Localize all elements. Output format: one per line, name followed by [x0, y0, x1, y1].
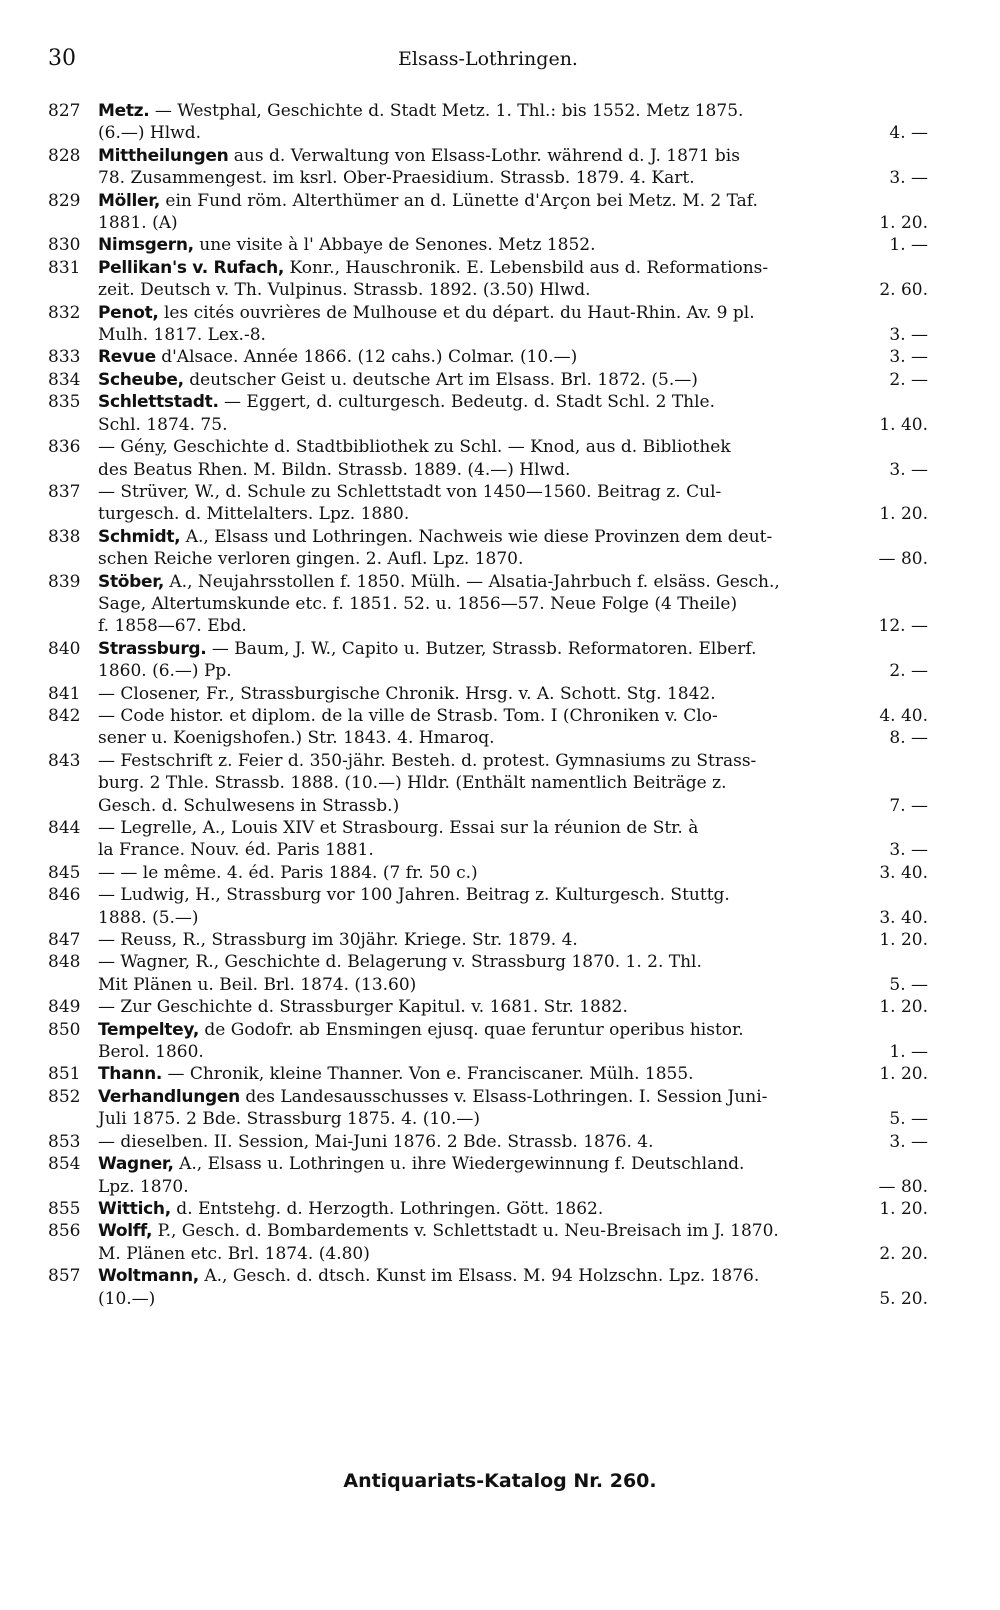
entry-line — [98, 459, 928, 481]
entry-line — [98, 302, 928, 324]
entry-price: 1. 20. — [879, 997, 928, 1018]
entry-text: zeit. Deutsch v. Th. Vulpinus. Strassb. 1892. (3.50) Hlwd. — [98, 280, 591, 301]
entry-number: 852 — [48, 1086, 81, 1107]
catalog-entry — [48, 750, 928, 817]
entry-heading: Revue — [98, 347, 156, 368]
catalog-entry — [48, 1063, 928, 1085]
entry-number: 831 — [48, 257, 81, 278]
entry-line — [98, 436, 928, 458]
page-header — [48, 46, 928, 82]
entry-text: — Festschrift z. Feier d. 350-jähr. Besteh. d. protest. Gymnasiums zu Strass- — [98, 750, 757, 771]
entry-line — [98, 212, 928, 234]
entry-line — [98, 1086, 928, 1108]
catalog-entry — [48, 951, 928, 996]
entry-line — [98, 1063, 928, 1085]
entry-text: A., Elsass und Lothringen. Nachweis wie diese Provinzen dem deut- — [180, 526, 773, 547]
running-title: Elsass-Lothringen. — [398, 48, 578, 70]
entry-number: 840 — [48, 638, 81, 659]
entry-text: — Reuss, R., Strassburg im 30jähr. Kriege. Str. 1879. 4. — [98, 930, 578, 951]
entry-heading: Metz. — [98, 101, 150, 121]
entry-number: 828 — [48, 145, 81, 166]
entry-text: 1888. (5.—) — [98, 907, 199, 928]
entry-number: 856 — [48, 1221, 81, 1242]
entry-line — [98, 526, 928, 548]
entry-number: 829 — [48, 190, 81, 211]
entry-number: 835 — [48, 392, 81, 413]
entry-line — [98, 122, 928, 144]
entry-line — [98, 1288, 928, 1310]
entry-text: — Strüver, W., d. Schule zu Schlettstadt von 1450—1560. Beitrag z. Cul- — [98, 481, 722, 502]
entry-number: 827 — [48, 101, 81, 121]
entry-text: Juli 1875. 2 Bde. Strassburg 1875. 4. (10.—) — [98, 1109, 481, 1130]
catalog-entry — [48, 234, 928, 256]
entry-line — [98, 884, 928, 906]
entry-price: 3. — — [889, 840, 928, 861]
entry-price: 5. — — [889, 974, 928, 995]
catalog-entry — [48, 929, 928, 951]
entry-text: (6.—) Hlwd. — [98, 123, 201, 144]
entry-number: 849 — [48, 997, 81, 1018]
entry-line — [98, 996, 928, 1018]
entry-number: 843 — [48, 750, 81, 771]
entry-text: M. Plänen etc. Brl. 1874. (4.80) — [98, 1243, 370, 1264]
entry-number: 834 — [48, 369, 81, 390]
catalog-entry — [48, 190, 928, 235]
entry-text: d. Entstehg. d. Herzogth. Lothringen. Gött. 1862. — [170, 1198, 604, 1219]
catalog-entry — [48, 302, 928, 347]
entry-line — [98, 369, 928, 391]
entry-heading: Verhandlungen — [98, 1086, 240, 1107]
catalog-entry — [48, 638, 928, 683]
entry-line — [98, 750, 928, 772]
entry-line — [98, 1108, 928, 1130]
entry-number: 830 — [48, 235, 81, 256]
entry-text: — Closener, Fr., Strassburgische Chronik. Hrsg. v. A. Schott. Stg. 1842. — [98, 683, 716, 704]
catalog-entry — [48, 526, 928, 571]
entry-heading: Schmidt, — [98, 526, 181, 547]
catalog-entry — [48, 884, 928, 929]
entry-text: — Chronik, kleine Thanner. Von e. Franciscaner. Mülh. 1855. — [162, 1064, 694, 1085]
entry-heading: Tempeltey, — [98, 1019, 199, 1040]
entry-heading: Schlettstadt. — [98, 392, 219, 413]
entry-number: 845 — [48, 862, 81, 883]
entry-price: 12. — — [878, 616, 928, 637]
entry-text: burg. 2 Thle. Strassb. 1888. (10.—) Hldr. (Enthält namentlich Beiträge z. — [98, 773, 727, 794]
entry-number: 836 — [48, 437, 81, 458]
entry-text: la France. Nouv. éd. Paris 1881. — [98, 840, 374, 861]
entry-line — [98, 1153, 928, 1175]
catalog-entry — [48, 436, 928, 481]
catalog-entry — [48, 1265, 928, 1310]
entry-line — [98, 1041, 928, 1063]
entry-price: 2. 20. — [879, 1243, 928, 1264]
entry-price: 2. — — [889, 369, 928, 390]
entry-number: 851 — [48, 1064, 81, 1085]
entry-number: 832 — [48, 302, 81, 323]
entry-heading: Möller, — [98, 190, 161, 211]
entry-number: 842 — [48, 705, 81, 726]
entry-price: 3. — — [889, 168, 928, 189]
entry-price: 7. — — [889, 795, 928, 816]
catalog-entry — [48, 257, 928, 302]
entry-line — [98, 615, 928, 637]
catalog-entry — [48, 1019, 928, 1064]
catalog-entry — [48, 862, 928, 884]
catalog-entry — [48, 996, 928, 1018]
entry-heading: Wittich, — [98, 1198, 171, 1219]
entry-line — [98, 1198, 928, 1220]
page-number: 30 — [48, 46, 76, 71]
entry-line — [98, 167, 928, 189]
entry-text: 78. Zusammengest. im ksrl. Ober-Praesidium. Strassb. 1879. 4. Kart. — [98, 168, 695, 189]
entry-price: 1. 20. — [879, 504, 928, 525]
entry-heading: Penot, — [98, 302, 159, 323]
entry-price: 5. — — [889, 1109, 928, 1130]
entry-line — [98, 1131, 928, 1153]
entry-text: — dieselben. II. Session, Mai-Juni 1876. 2 Bde. Strassb. 1876. 4. — [98, 1131, 654, 1152]
entry-price: 8. — — [889, 728, 928, 749]
entry-price: 4. 40. — [879, 705, 928, 726]
entry-text: — Zur Geschichte d. Strassburger Kapitul. v. 1681. Str. 1882. — [98, 997, 628, 1018]
entry-price: 3. — — [889, 325, 928, 346]
entry-line — [98, 974, 928, 996]
entry-text: 1881. (A) — [98, 213, 178, 234]
entry-text: A., Gesch. d. dtsch. Kunst im Elsass. M. 94 Holzschn. Lpz. 1876. — [198, 1266, 760, 1287]
entry-price: — 80. — [878, 1176, 928, 1197]
entry-text: turgesch. d. Mittelalters. Lpz. 1880. — [98, 504, 410, 525]
entry-text: 1860. (6.—) Pp. — [98, 661, 232, 682]
entry-line — [98, 951, 928, 973]
entry-line — [98, 1243, 928, 1265]
catalog-entry — [48, 571, 928, 638]
entry-text: sener u. Koenigshofen.) Str. 1843. 4. Hmaroq. — [98, 728, 495, 749]
entry-price: 3. 40. — [879, 862, 928, 883]
entry-text: deutscher Geist u. deutsche Art im Elsass. Brl. 1872. (5.—) — [183, 369, 698, 390]
entry-line — [98, 145, 928, 167]
entry-price: 1. — — [889, 1042, 928, 1063]
catalog-entry — [48, 369, 928, 391]
entry-price: 3. — — [889, 1131, 928, 1152]
entry-line — [98, 346, 928, 368]
entry-heading: Wolff, — [98, 1221, 153, 1242]
entry-text: — Eggert, d. culturgesch. Bedeutg. d. Stadt Schl. 2 Thle. — [218, 392, 716, 413]
entry-line — [98, 391, 928, 413]
entry-heading: Strassburg. — [98, 638, 207, 659]
entry-text: Gesch. d. Schulwesens in Strassb.) — [98, 795, 400, 816]
entry-number: 853 — [48, 1131, 81, 1152]
entry-number: 841 — [48, 683, 81, 704]
catalog-entry — [48, 1220, 928, 1265]
entry-price: 1. 20. — [879, 213, 928, 234]
entry-heading: Stöber, — [98, 571, 164, 592]
entry-text: des Beatus Rhen. M. Bildn. Strassb. 1889. (4.—) Hlwd. — [98, 459, 571, 480]
entry-price: 3. — — [889, 347, 928, 368]
entry-text: Schl. 1874. 75. — [98, 414, 228, 435]
entry-price: 1. 20. — [879, 930, 928, 951]
entry-line — [98, 705, 928, 727]
entry-line — [98, 571, 928, 593]
entry-price: 5. 20. — [879, 1288, 928, 1309]
entry-text: Konr., Hauschronik. E. Lebensbild aus d. Reformations- — [284, 257, 769, 278]
entry-line — [98, 324, 928, 346]
catalog-footer: Antiquariats-Katalog Nr. 260. — [343, 1470, 657, 1492]
entry-line — [98, 190, 928, 212]
entry-line — [98, 257, 928, 279]
entry-line — [98, 1265, 928, 1287]
entry-line — [98, 638, 928, 660]
entry-line — [98, 1019, 928, 1041]
entry-line — [98, 1176, 928, 1198]
catalog-entry — [48, 1086, 928, 1131]
entry-line — [98, 548, 928, 570]
catalog-entry — [48, 1131, 928, 1153]
entry-text: — Westphal, Geschichte d. Stadt Metz. 1. Thl.: bis 1552. Metz 1875. — [149, 101, 744, 121]
entry-text: Mulh. 1817. Lex.-8. — [98, 325, 266, 346]
entry-text: — Code histor. et diplom. de la ville de Strasb. Tom. I (Chroniken v. Clo- — [98, 705, 718, 726]
entry-number: 850 — [48, 1019, 81, 1040]
entry-price: 1. — — [889, 235, 928, 256]
entry-price: 1. 40. — [879, 414, 928, 435]
entry-text: Lpz. 1870. — [98, 1176, 189, 1197]
entry-text: Sage, Altertumskunde etc. f. 1851. 52. u. 1856—57. Neue Folge (4 Theile) — [98, 593, 738, 614]
entry-price: 1. 20. — [879, 1198, 928, 1219]
entry-line — [98, 593, 928, 615]
entry-number: 855 — [48, 1198, 81, 1219]
catalog-entry — [48, 100, 928, 145]
entry-text: aus d. Verwaltung von Elsass-Lothr. während d. J. 1871 bis — [228, 145, 740, 166]
entry-price: 1. 20. — [879, 1064, 928, 1085]
entry-line — [98, 795, 928, 817]
entry-number: 844 — [48, 818, 81, 838]
entry-line — [98, 279, 928, 301]
entry-heading: Pellikan's v. Rufach, — [98, 257, 285, 278]
entry-price: 2. 60. — [879, 280, 928, 301]
catalog-entries — [48, 100, 928, 1310]
entry-price: — 80. — [878, 549, 928, 570]
entry-text: de Godofr. ab Ensmingen ejusq. quae feruntur operibus histor. — [198, 1019, 744, 1040]
entry-line — [98, 234, 928, 256]
entry-price: 3. 40. — [879, 907, 928, 928]
entry-price: 3. — — [889, 459, 928, 480]
entry-number: 833 — [48, 347, 81, 368]
entry-line — [98, 929, 928, 951]
catalog-entry — [48, 705, 928, 750]
entry-line — [98, 862, 928, 884]
entry-heading: Woltmann, — [98, 1266, 199, 1287]
entry-text: des Landesausschusses v. Elsass-Lothringen. I. Session Juni- — [239, 1086, 768, 1107]
entry-line — [98, 839, 928, 861]
catalog-entry — [48, 145, 928, 190]
entry-text: — Ludwig, H., Strassburg vor 100 Jahren. Beitrag z. Kulturgesch. Stuttg. — [98, 885, 730, 906]
entry-heading: Mittheilungen — [98, 145, 229, 166]
entry-line — [98, 772, 928, 794]
entry-number: 837 — [48, 481, 81, 502]
entry-heading: Wagner, — [98, 1154, 174, 1175]
entry-line — [98, 100, 928, 122]
entry-number: 846 — [48, 885, 81, 906]
entry-text: Berol. 1860. — [98, 1042, 204, 1063]
entry-line — [98, 481, 928, 503]
entry-text: — Wagner, R., Geschichte d. Belagerung v. Strassburg 1870. 1. 2. Thl. — [98, 952, 702, 973]
entry-text: Mit Plänen u. Beil. Brl. 1874. (13.60) — [98, 974, 417, 995]
entry-line — [98, 727, 928, 749]
entry-text: f. 1858—67. Ebd. — [98, 616, 247, 637]
entry-number: 838 — [48, 526, 81, 547]
entry-line — [98, 907, 928, 929]
entry-text: une visite à l' Abbaye de Senones. Metz 1852. — [193, 235, 596, 256]
entry-price: 4. — — [889, 123, 928, 144]
entry-line — [98, 683, 928, 705]
catalog-entry — [48, 481, 928, 526]
entry-text: — Gény, Geschichte d. Stadtbibliothek zu Schl. — Knod, aus d. Bibliothek — [98, 437, 731, 458]
entry-text: P., Gesch. d. Bombardements v. Schlettstadt u. Neu-Breisach im J. 1870. — [152, 1221, 779, 1242]
catalog-entry — [48, 1153, 928, 1198]
catalog-entry — [48, 346, 928, 368]
entry-line — [98, 660, 928, 682]
entry-line — [98, 503, 928, 525]
entry-line — [98, 1220, 928, 1242]
entry-text: ein Fund röm. Alterthümer an d. Lünette d'Arçon bei Metz. M. 2 Taf. — [160, 190, 758, 211]
entry-line — [98, 817, 928, 839]
entry-number: 847 — [48, 930, 81, 951]
entry-price: 2. — — [889, 661, 928, 682]
entry-number: 839 — [48, 571, 81, 592]
entry-text: (10.—) — [98, 1288, 156, 1309]
entry-text: d'Alsace. Année 1866. (12 cahs.) Colmar. (10.—) — [155, 347, 578, 368]
entry-text: A., Elsass u. Lothringen u. ihre Wiedergewinnung f. Deutschland. — [173, 1154, 745, 1175]
catalog-entry — [48, 391, 928, 436]
entry-number: 857 — [48, 1266, 81, 1287]
entry-line — [98, 414, 928, 436]
entry-text: — Baum, J. W., Capito u. Butzer, Strassb. Reformatoren. Elberf. — [206, 638, 757, 659]
entry-text: schen Reiche verloren gingen. 2. Aufl. Lpz. 1870. — [98, 549, 524, 570]
entry-number: 848 — [48, 952, 81, 973]
entry-text: les cités ouvrières de Mulhouse et du départ. du Haut-Rhin. Av. 9 pl. — [158, 302, 755, 323]
catalog-entry — [48, 817, 928, 862]
entry-text: — Legrelle, A., Louis XIV et Strasbourg. Essai sur la réunion de Str. à — [98, 818, 699, 838]
entry-heading: Nimsgern, — [98, 235, 194, 256]
entry-heading: Scheube, — [98, 369, 184, 390]
catalog-entry — [48, 1198, 928, 1220]
entry-number: 854 — [48, 1154, 81, 1175]
entry-text: — — le même. 4. éd. Paris 1884. (7 fr. 50 c.) — [98, 862, 478, 883]
entry-text: A., Neujahrsstollen f. 1850. Mülh. — Alsatia-Jahrbuch f. elsäss. Gesch., — [164, 571, 780, 592]
entry-heading: Thann. — [98, 1064, 163, 1085]
